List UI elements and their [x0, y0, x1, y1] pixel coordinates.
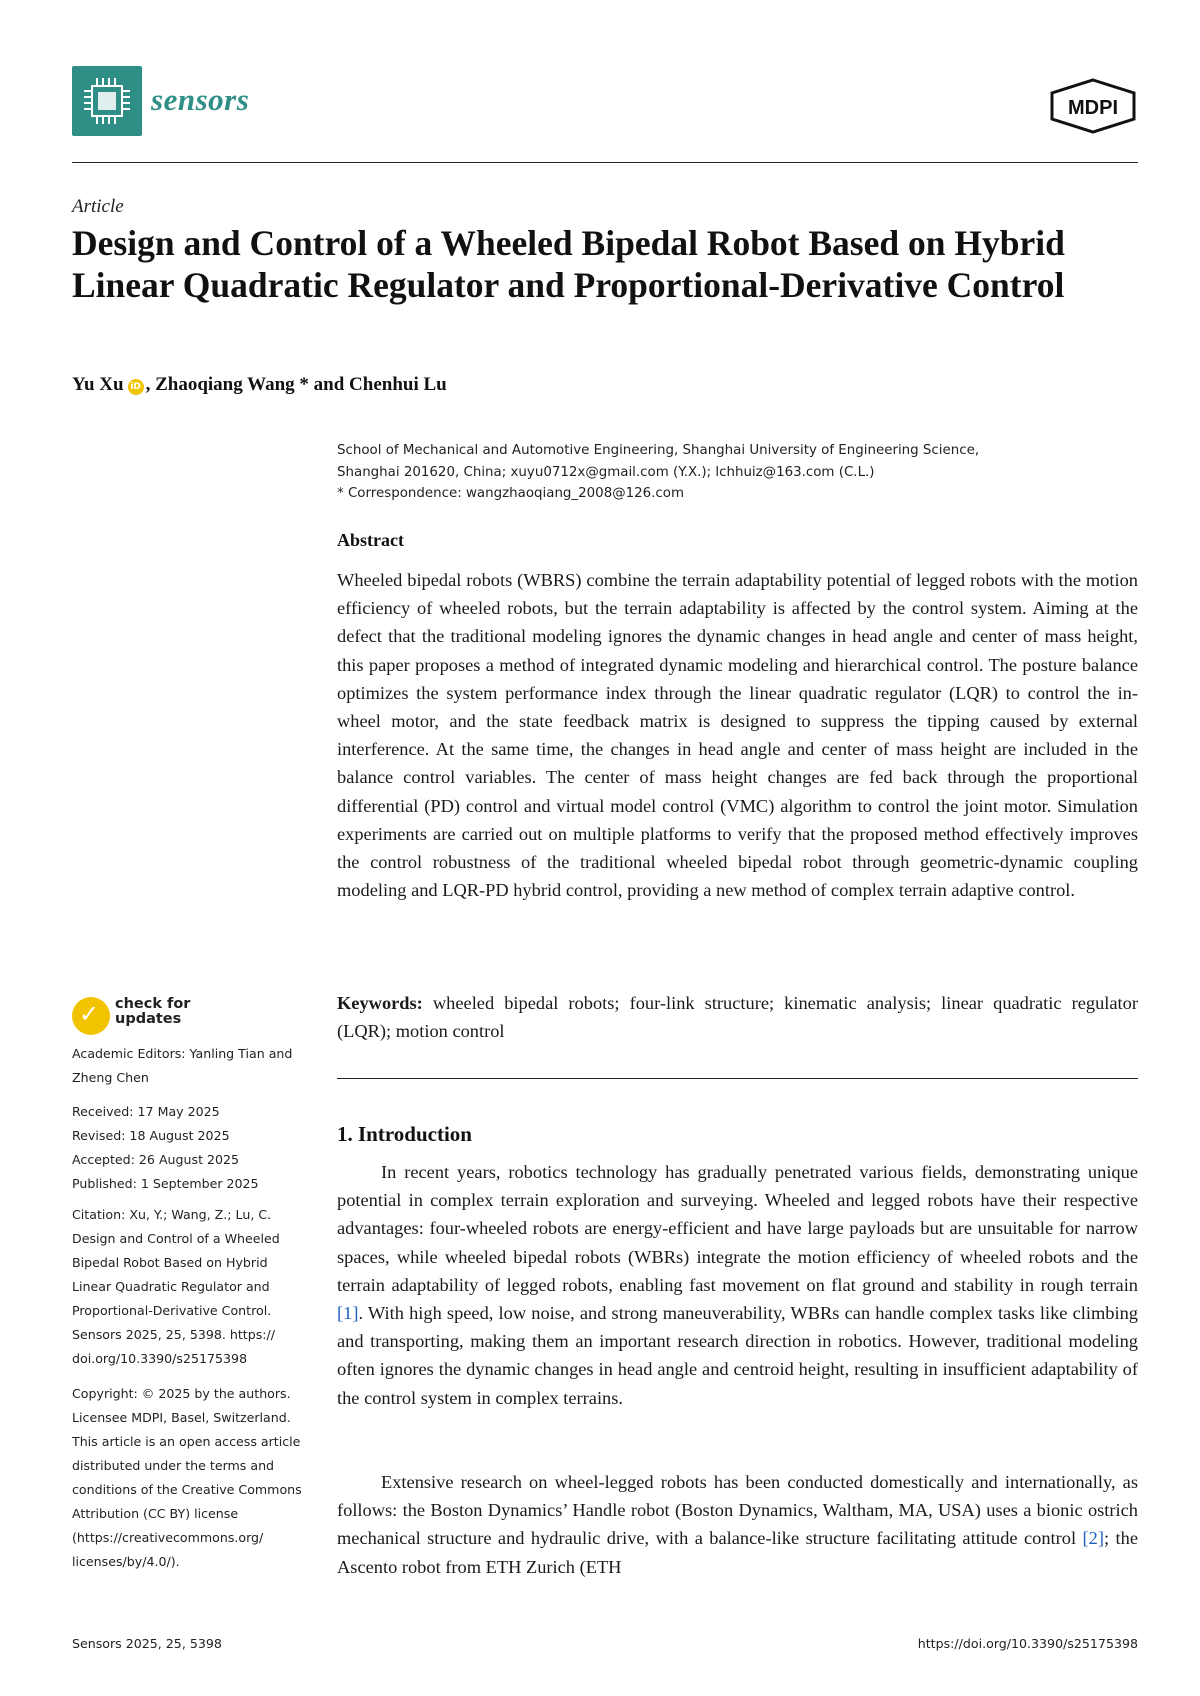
author-list	[72, 374, 447, 396]
journal-name: sensors	[151, 82, 250, 117]
orcid-icon[interactable]: iD	[128, 379, 144, 395]
paragraph-text: In recent years, robotics technology has gradually penetrated various fields, demonstrating unique potential in complex terrain exploration and surveying. Wheeled and legged robots have their respective advantages: four-wheeled robots are energy-efficient and have large payloads but are unsuitable for narrow spaces, while wheeled bipedal robots (WBRs) integrate the motion efficiency of wheeled robots and the terrain adaptability of legged robots, enabling fast movement on flat ground and stability in rough terrain	[337, 1162, 1138, 1295]
academic-editors	[72, 1042, 308, 1090]
copyright-block	[72, 1382, 308, 1574]
citation-line: Linear Quadratic Regulator and	[72, 1279, 270, 1294]
citation-line: Design and Control of a Wheeled	[72, 1231, 280, 1246]
affiliation-line: Shanghai 201620, China; xuyu0712x@gmail.com (Y.X.); lchhuiz@163.com (C.L.)	[337, 465, 875, 480]
article-dates	[72, 1100, 308, 1196]
badge-line: updates	[115, 1011, 182, 1027]
license-link[interactable]: licenses/by/4.0/).	[72, 1554, 180, 1569]
keywords-label: Keywords:	[337, 993, 423, 1013]
affiliation-line: School of Mechanical and Automotive Engineering, Shanghai University of Engineering Science,	[337, 443, 980, 458]
article-type: Article	[72, 196, 124, 217]
intro-paragraph	[337, 1158, 1138, 1412]
editors-line: Academic Editors: Yanling Tian and	[72, 1046, 293, 1061]
keywords-text: wheeled bipedal robots; four-link structure; kinematic analysis; linear quadratic regulator (LQR); motion control	[337, 993, 1138, 1041]
paragraph-text: . With high speed, low noise, and strong maneuverability, WBRs can handle complex tasks like climbing and transporting, making them an important research direction in robotics. However, traditional modeling often ignores the dynamic changes in head angle and centroid height, resulting in insufficient adaptability of the control system in complex terrains.	[337, 1303, 1138, 1408]
paragraph-text: Extensive research on wheel-legged robots has been conducted domestically and internationally, as follows: the Boston Dynamics’ Handle robot (Boston Dynamics, Waltham, MA, USA) uses a bionic ostrich mechanical structure and hydraulic drive, with a balance-like structure facilitating attitude control	[337, 1472, 1138, 1549]
check-for-updates-badge[interactable]: ✓ check for updates	[72, 994, 192, 1040]
intro-paragraph	[337, 1468, 1138, 1581]
abstract-heading: Abstract	[337, 530, 404, 550]
citation-line: Sensors 2025, 25, 5398. https://	[72, 1327, 276, 1342]
copyright-line: Attribution (CC BY) license	[72, 1506, 239, 1521]
license-link[interactable]: (https://creativecommons.org/	[72, 1530, 264, 1545]
received-date: Received: 17 May 2025	[72, 1104, 220, 1119]
footer-doi-link[interactable]: https://doi.org/10.3390/s25175398	[917, 1636, 1138, 1651]
publisher-name: MDPI	[1068, 97, 1118, 119]
footer-citation: Sensors 2025, 25, 5398	[72, 1636, 222, 1651]
citation-link[interactable]: [2]	[1082, 1528, 1104, 1549]
paragraph-text: ; the Ascento robot from ETH Zurich (ETH	[337, 1528, 1138, 1577]
journal-logo	[72, 66, 142, 136]
author-names-rest: , Zhaoqiang Wang * and Chenhui Lu	[145, 374, 447, 395]
copyright-line: This article is an open access article	[72, 1434, 301, 1449]
editors-line: Zheng Chen	[72, 1070, 149, 1085]
citation-line: Proportional-Derivative Control.	[72, 1303, 272, 1318]
citation-link[interactable]: [1]	[337, 1303, 359, 1324]
copyright-line: Copyright: © 2025 by the authors.	[72, 1386, 291, 1401]
correspondence: * Correspondence: wangzhaoqiang_2008@126.com	[337, 486, 685, 501]
publisher-logo	[1048, 78, 1138, 134]
published-date: Published: 1 September 2025	[72, 1176, 259, 1191]
doi-link[interactable]: doi.org/10.3390/s25175398	[72, 1351, 248, 1366]
header-divider	[72, 162, 1138, 163]
accepted-date: Accepted: 26 August 2025	[72, 1152, 240, 1167]
badge-line: check for	[115, 996, 191, 1012]
paper-title: Design and Control of a Wheeled Bipedal Robot Based on Hybrid Linear Quadratic Regulator and Proportional-Derivative Control	[72, 223, 1065, 305]
citation-block	[72, 1203, 308, 1371]
copyright-line: distributed under the terms and	[72, 1458, 275, 1473]
keywords	[337, 989, 1138, 1045]
chip-icon	[72, 66, 142, 136]
section-heading: 1. Introduction	[337, 1122, 472, 1146]
citation-line: Citation: Xu, Y.; Wang, Z.; Lu, C.	[72, 1207, 272, 1222]
citation-line: Bipedal Robot Based on Hybrid	[72, 1255, 268, 1270]
copyright-line: conditions of the Creative Commons	[72, 1482, 302, 1497]
copyright-line: Licensee MDPI, Basel, Switzerland.	[72, 1410, 291, 1425]
abstract-text: Wheeled bipedal robots (WBRS) combine the terrain adaptability potential of legged robots with the motion efficiency of wheeled robots, but the terrain adaptability is affected by the control system. Aiming at the defect that the traditional modeling ignores the dynamic changes in head angle and center of mass height, this paper proposes a method of integrated dynamic modeling and hierarchical control. The posture balance optimizes the system performance index through the linear quadratic regulator (LQR) to control the in-wheel motor, and the state feedback matrix is designed to suppress the tipping caused by external interference. At the same time, the changes in head angle and center of mass height are included in the balance control variables. The center of mass height changes are fed back through the proportional differential (PD) control and virtual model control (VMC) algorithm to control the joint motor. Simulation experiments are carried out on multiple platforms to verify that the proposed method effectively improves the control robustness of the traditional wheeled bipedal robot through geometric-dynamic coupling modeling and LQR-PD hybrid control, providing a new method of complex terrain adaptive control.	[337, 570, 1138, 901]
author-name[interactable]: Yu Xu	[72, 374, 124, 395]
section-divider	[337, 1078, 1138, 1079]
revised-date: Revised: 18 August 2025	[72, 1128, 230, 1143]
